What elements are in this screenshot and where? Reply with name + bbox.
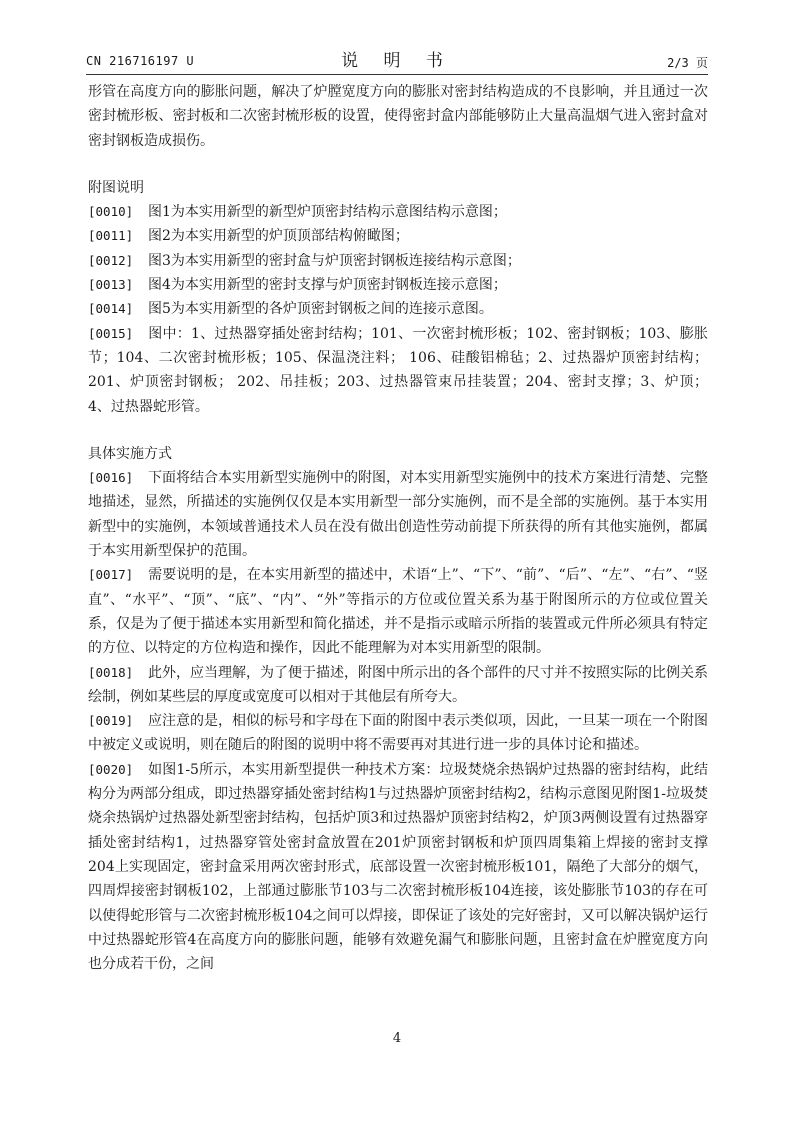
paragraph-text: 下面将结合本实用新型实施例中的附图，对本实用新型实施例中的技术方案进行清楚、完整地描述，显然，所描述的实施例仅仅是本实用新型一部分实施例，而不是全部的实施例。基于本实用新型中的实施例，本领域普通技术人员在没有做出创造性劳动前提下所获得的所有其他实施例，都属于本实用新型保护的范围。 xyxy=(88,470,708,560)
paragraph-text: 图5为本实用新型的各炉顶密封钢板之间的连接示意图。 xyxy=(148,301,493,318)
paragraph xyxy=(88,224,708,248)
paragraph xyxy=(88,758,708,977)
paragraph-text: 图4为本实用新型的密封支撑与炉顶密封钢板连接示意图； xyxy=(148,277,507,294)
paragraph-number: [0013] xyxy=(88,277,134,293)
section-heading-embodiments: 具体实施方式 xyxy=(88,445,172,462)
paragraph-text: 此外，应当理解，为了便于描述，附图中所示出的各个部件的尺寸并不按照实际的比例关系绘制，例如某些层的厚度或宽度可以相对于其他层有所夸大。 xyxy=(88,664,708,705)
patent-number: CN 216716197 U xyxy=(86,54,195,68)
paragraph xyxy=(88,273,708,297)
paragraph xyxy=(88,322,708,419)
document-body xyxy=(88,80,708,976)
paragraph-number: [0012] xyxy=(88,252,134,268)
intro-paragraph: 形管在高度方向的膨胀问题，解决了炉膛宽度方向的膨胀对密封结构造成的不良影响，并且通过一次密封梳形板、密封板和二次密封梳形板的设置，使得密封盒内部能够防止大量高温烟气进入密封盒对密封钢板造成损伤。 xyxy=(88,84,708,149)
paragraph-text: 图3为本实用新型的密封盒与炉顶密封钢板连接结构示意图； xyxy=(148,252,521,269)
paragraph-number: [0018] xyxy=(88,664,134,680)
header-divider xyxy=(86,74,708,75)
paragraph-number: [0020] xyxy=(88,761,134,777)
paragraph-number: [0019] xyxy=(88,713,134,729)
paragraph-number: [0015] xyxy=(88,325,134,341)
document-title: 说 明 书 xyxy=(341,51,453,71)
page-number: 4 xyxy=(392,1031,402,1046)
paragraph xyxy=(88,200,708,224)
paragraph-number: [0016] xyxy=(88,470,134,486)
paragraph-text: 需要说明的是，在本实用新型的描述中，术语“上”、“下”、“前”、“后”、“左”、“右”、“竖直”、“水平”、“顶”、“底”、“内”、“外”等指示的方位或位置关系为基于附图所示的方位或位置关系，仅是为了便于描述本实用新型和简化描述，并不是指示或暗示所指的装置或元件所必须具有特定的方位、以特定的方位构造和操作，因此不能理解为对本实用新型的限制。 xyxy=(88,567,708,657)
paragraph-text: 图1为本实用新型的新型炉顶密封结构示意图结构示意图； xyxy=(148,204,507,221)
page-count: 2/3 页 xyxy=(667,56,708,70)
section-heading-figures: 附图说明 xyxy=(88,179,144,196)
paragraph-text: 如图1-5所示，本实用新型提供一种技术方案：垃圾焚烧余热锅炉过热器的密封结构，此结构分为两部分组成，即过热器穿插处密封结构1与过热器炉顶密封结构2，结构示意图见附图1-垃圾焚烧余热锅炉过热器处新型密封结构，包括炉顶3和过热器炉顶密封结构2，炉顶3两侧设置有过热器穿插处密封结构1，过热器穿管处密封盒放置在201炉顶密封钢板和炉顶四周集箱上焊接的密封支撑204上实现固定，密封盒采用两次密封形式，底部设置一次密封梳形板101，隔绝了大部分的烟气，四周焊接密封钢板102，上部通过膨胀节103与二次密封梳形板104连接，该处膨胀节103的存在可以使得蛇形管与二次密封梳形板104之间可以焊接，即保证了该处的完好密封，又可以解决锅炉运行中过热器蛇形管4在高度方向的膨胀问题，能够有效避免漏气和膨胀问题，且密封盒在炉膛宽度方向也分成若干份，之间 xyxy=(88,761,708,973)
paragraph xyxy=(88,709,708,758)
page-header xyxy=(86,46,708,74)
paragraph-number: [0017] xyxy=(88,567,134,583)
paragraph xyxy=(88,249,708,273)
paragraph xyxy=(88,297,708,321)
paragraph-number: [0010] xyxy=(88,204,134,220)
paragraph-text: 应注意的是，相似的标号和字母在下面的附图中表示类似项，因此，一旦某一项在一个附图中被定义或说明，则在随后的附图的说明中将不需要再对其进行进一步的具体讨论和描述。 xyxy=(88,713,708,754)
paragraph-text: 图2为本实用新型的炉顶顶部结构俯瞰图； xyxy=(148,228,409,245)
paragraph-number: [0011] xyxy=(88,228,134,244)
paragraph xyxy=(88,466,708,563)
paragraph-text: 图中：1、过热器穿插处密封结构；101、一次密封梳形板；102、密封钢板；103、膨胀节；104、二次密封梳形板；105、保温浇注料； 106、硅酸铝棉毡；2、过热器炉顶密封结构；201、炉顶密封钢板； 202、吊挂板；203、过热器管束吊挂装置；204、密封支撑；3、炉顶； 4、过热器蛇形管。 xyxy=(88,325,708,415)
paragraph xyxy=(88,661,708,710)
paragraph xyxy=(88,563,708,660)
paragraph-number: [0014] xyxy=(88,301,134,317)
